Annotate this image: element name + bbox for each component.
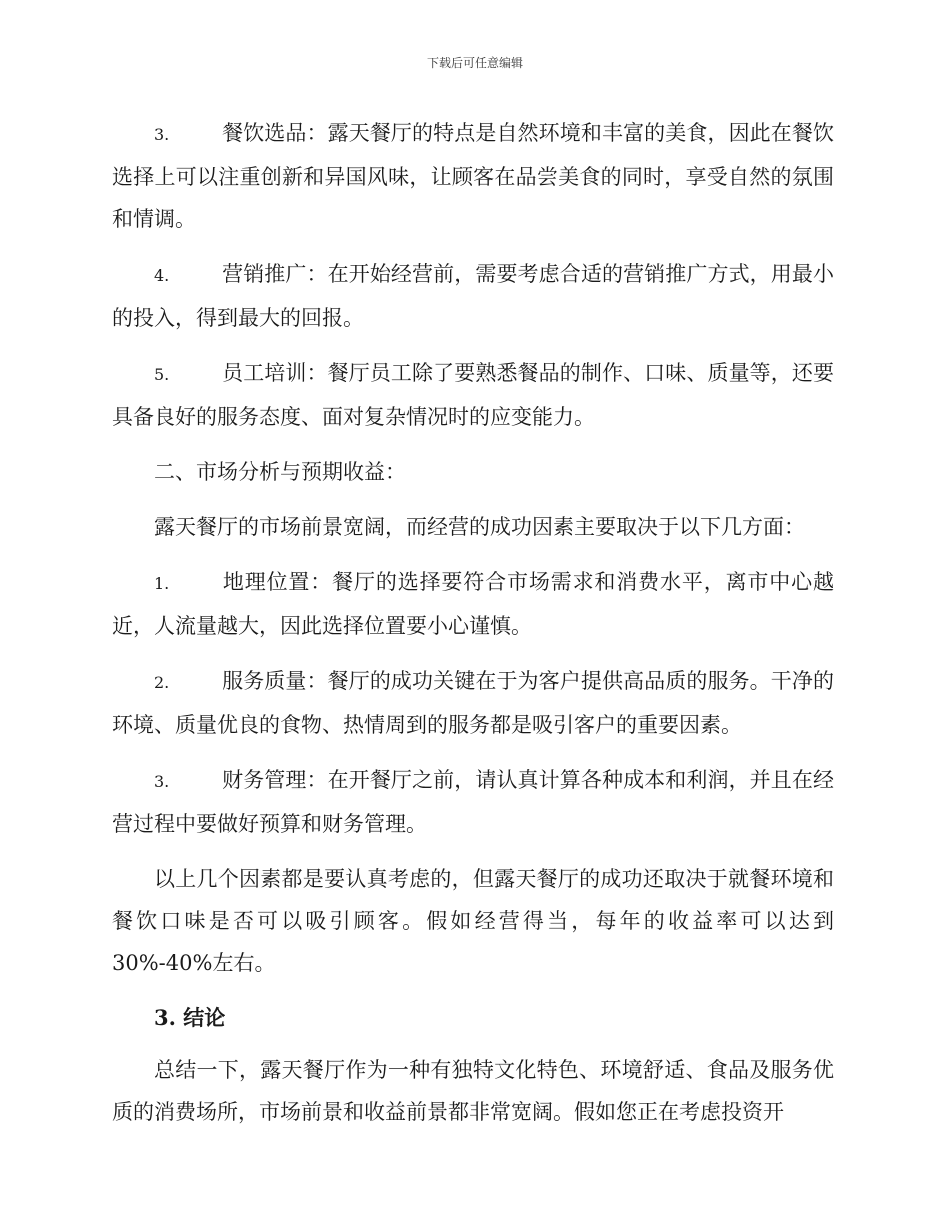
item-number: 2. <box>154 673 170 692</box>
document-body <box>112 112 834 1146</box>
list-item <box>112 352 834 438</box>
item-text: 地理位置：餐厅的选择要符合市场需求和消费水平，离市中心越近，人流量越大，因此选择位置要小心谨慎。 <box>112 570 834 638</box>
list-item <box>112 660 834 746</box>
item-text: 财务管理：在开餐厅之前，请认真计算各种成本和利润，并且在经营过程中要做好预算和财务管理。 <box>112 768 834 836</box>
item-text: 员工培训：餐厅员工除了要熟悉餐品的制作、口味、质量等，还要具备良好的服务态度、面对复杂情况时的应变能力。 <box>112 361 834 429</box>
list-item <box>112 759 834 845</box>
summary-paragraph: 以上几个因素都是要认真考虑的，但露天餐厅的成功还取决于就餐环境和餐饮口味是否可以吸引顾客。假如经营得当，每年的收益率可以达到30%-40%左右。 <box>112 867 834 975</box>
list-item <box>112 253 834 339</box>
item-text: 餐饮选品：露天餐厅的特点是自然环境和丰富的美食，因此在餐饮选择上可以注重创新和异国风味，让顾客在品尝美食的同时，享受自然的氛围和情调。 <box>112 121 834 231</box>
item-text: 服务质量：餐厅的成功关键在于为客户提供高品质的服务。干净的环境、质量优良的食物、热情周到的服务都是吸引客户的重要因素。 <box>112 669 834 737</box>
item-number: 5. <box>154 365 170 384</box>
item-number: 3. <box>154 772 170 791</box>
list-item <box>112 561 834 647</box>
page-header: 下载后可任意编辑 <box>426 56 523 70</box>
section-intro: 露天餐厅的市场前景宽阔，而经营的成功因素主要取决于以下几方面： <box>154 515 805 539</box>
section-title: 二、市场分析与预期收益： <box>154 460 406 484</box>
item-text: 营销推广：在开始经营前，需要考虑合适的营销推广方式，用最小的投入，得到最大的回报。 <box>112 262 834 330</box>
list-item <box>112 112 834 240</box>
conclusion-heading: 3. 结论 <box>154 1005 226 1030</box>
item-number: 4. <box>154 266 170 285</box>
conclusion-paragraph: 总结一下，露天餐厅作为一种有独特文化特色、环境舒适、食品及服务优质的消费场所，市场前景和收益前景都非常宽阔。假如您正在考虑投资开 <box>112 1058 834 1124</box>
item-number: 1. <box>154 574 170 593</box>
item-number: 3. <box>154 125 170 144</box>
